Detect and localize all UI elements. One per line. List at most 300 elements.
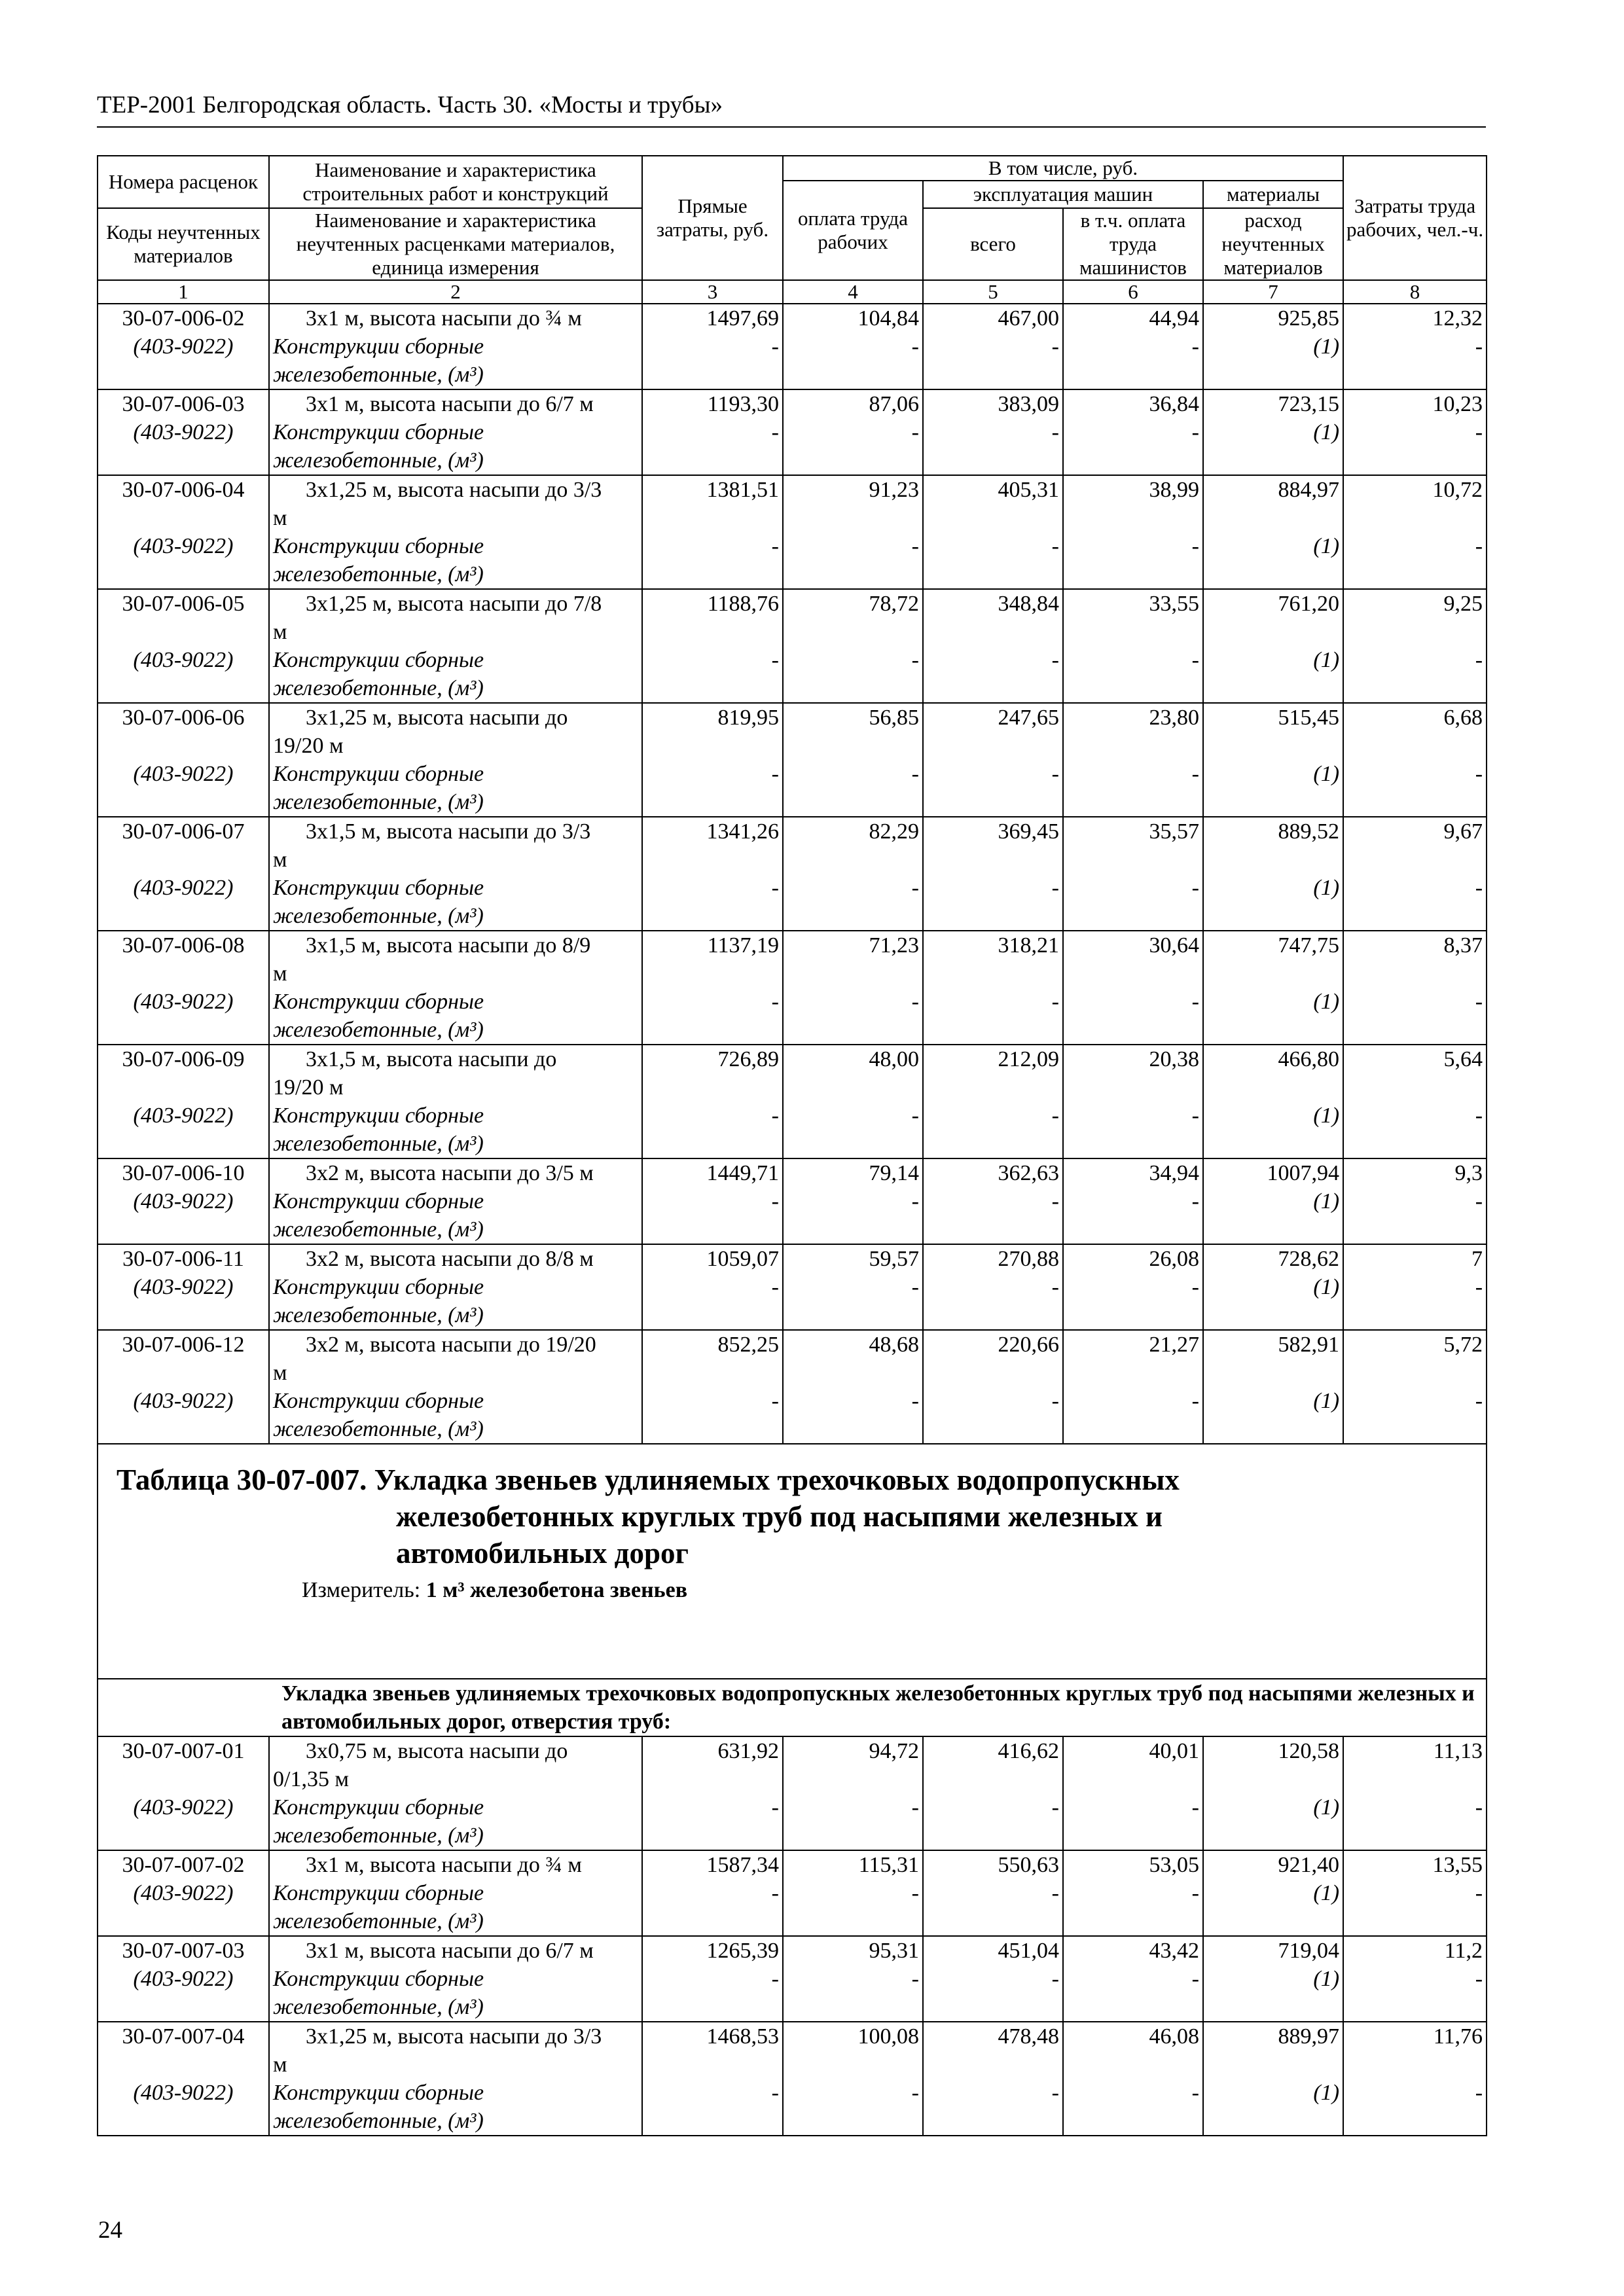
table-row <box>98 589 1487 703</box>
value: 1137,19 <box>707 933 779 958</box>
table-row <box>98 817 1487 931</box>
page-number: 24 <box>98 2217 122 2244</box>
document-title: ТЕР-2001 Белгородская область. Часть 30. «Мосты и трубы» <box>97 92 723 118</box>
dash: - <box>1051 990 1059 1014</box>
spacer <box>646 732 779 760</box>
rate-code: 30-07-006-04 <box>122 478 245 502</box>
material-qty: (1) <box>1313 534 1340 558</box>
dash: - <box>911 1881 919 1905</box>
rate-code-cell <box>98 1244 269 1330</box>
value-v7 <box>1203 703 1343 817</box>
value-v4 <box>783 389 923 475</box>
material-code: (403-9022) <box>133 534 234 558</box>
value-v6 <box>1063 389 1203 475</box>
dash: - <box>1191 334 1199 359</box>
value-v4 <box>783 817 923 931</box>
spacer <box>927 1359 1059 1387</box>
material-code: (403-9022) <box>133 762 234 786</box>
value-v8 <box>1343 1045 1487 1158</box>
value: 26,08 <box>1149 1247 1199 1271</box>
dash: - <box>1051 648 1059 672</box>
value: 91,23 <box>869 478 919 502</box>
work-name: 3х2 м, высота насыпи до 3/5 м <box>306 1161 594 1185</box>
rate-code: 30-07-006-07 <box>122 819 245 844</box>
material-name: железобетонные, (м³) <box>273 1217 484 1242</box>
dash: - <box>911 1189 919 1213</box>
rate-code-cell <box>98 2022 269 2136</box>
value: 1449,71 <box>706 1161 779 1185</box>
value: 1265,39 <box>706 1939 779 1963</box>
work-name: 3х1,5 м, высота насыпи до 3/3 <box>306 819 591 844</box>
rate-code-cell <box>98 589 269 703</box>
rate-code-cell <box>98 304 269 389</box>
spacer <box>1207 2051 1339 2079</box>
material-name: железобетонные, (м³) <box>273 790 484 814</box>
rate-code: 30-07-006-02 <box>122 306 245 331</box>
work-name: 0/1,35 м <box>273 1767 349 1791</box>
value-v4 <box>783 1850 923 1936</box>
value-v7 <box>1203 1244 1343 1330</box>
value-v8 <box>1343 1736 1487 1850</box>
table-30-07-006-rows <box>98 304 1487 1444</box>
work-name: м <box>273 620 287 644</box>
spacer <box>1207 1359 1339 1387</box>
value: 819,95 <box>717 706 779 730</box>
section-subheading: Укладка звеньев удлиняемых трехочковых водопропускных железобетонных круглых труб под насыпями железных и автомобильных дорог, отверстия труб: <box>98 1679 1487 1736</box>
rate-code: 30-07-007-03 <box>122 1939 245 1963</box>
value: 12,32 <box>1432 306 1483 331</box>
measure-value: 1 м³ железобетона звеньев <box>425 1578 688 1602</box>
dash: - <box>771 990 779 1014</box>
dash: - <box>1191 1881 1199 1905</box>
value: 36,84 <box>1149 392 1199 416</box>
material-name: железобетонные, (м³) <box>273 1823 484 1848</box>
value-v6 <box>1063 475 1203 589</box>
value: 53,05 <box>1149 1853 1199 1877</box>
table-row <box>98 304 1487 389</box>
value: 467,00 <box>998 306 1059 331</box>
value-v5 <box>923 817 1063 931</box>
material-name: Конструкции сборные <box>273 876 484 900</box>
spacer <box>1207 846 1339 874</box>
material-qty: (1) <box>1313 2081 1340 2105</box>
col-number: 4 <box>783 280 923 304</box>
rate-code: 30-07-006-10 <box>122 1161 245 1185</box>
dash: - <box>1191 1967 1199 1991</box>
work-name: 3х2 м, высота насыпи до 19/20 <box>306 1333 596 1357</box>
dash: - <box>1191 1795 1199 1820</box>
material-name: Конструкции сборные <box>273 1881 484 1905</box>
value-v3 <box>642 1936 783 2022</box>
dash: - <box>1475 1389 1483 1413</box>
spacer <box>1067 1359 1199 1387</box>
dash: - <box>1191 1189 1199 1213</box>
value: 1497,69 <box>706 306 779 331</box>
value-v4 <box>783 1736 923 1850</box>
spacer <box>927 618 1059 646</box>
material-name: Конструкции сборные <box>273 1103 484 1128</box>
spacer <box>787 1765 919 1793</box>
value: 925,85 <box>1278 306 1340 331</box>
value: 728,62 <box>1278 1247 1340 1271</box>
spacer <box>927 732 1059 760</box>
col3-header: Прямые затраты, руб. <box>642 156 783 280</box>
material-code: (403-9022) <box>133 876 234 900</box>
dash: - <box>911 1795 919 1820</box>
value-v3 <box>642 389 783 475</box>
table-row <box>98 1330 1487 1444</box>
value-v7 <box>1203 1850 1343 1936</box>
spacer <box>646 2051 779 2079</box>
value-v5 <box>923 703 1063 817</box>
dash: - <box>1051 1103 1059 1128</box>
dash: - <box>1475 648 1483 672</box>
value: 59,57 <box>869 1247 919 1271</box>
dash: - <box>771 876 779 900</box>
value-v4 <box>783 304 923 389</box>
value: 44,94 <box>1149 306 1199 331</box>
spacer <box>101 2051 265 2079</box>
work-name: м <box>273 2053 287 2077</box>
dash: - <box>771 762 779 786</box>
value-v6 <box>1063 817 1203 931</box>
work-name-cell <box>269 931 642 1045</box>
table-row <box>98 1850 1487 1936</box>
dash: - <box>771 1103 779 1128</box>
material-qty: (1) <box>1313 1967 1340 1991</box>
spacer <box>787 1073 919 1102</box>
value: 362,63 <box>998 1161 1059 1185</box>
value: 46,08 <box>1149 2024 1199 2049</box>
value: 43,42 <box>1149 1939 1199 1963</box>
value: 9,67 <box>1443 819 1483 844</box>
material-name: Конструкции сборные <box>273 2081 484 2105</box>
material-code: (403-9022) <box>133 420 234 444</box>
value-v8 <box>1343 475 1487 589</box>
spacer <box>1067 2051 1199 2079</box>
spacer <box>101 504 265 532</box>
value: 56,85 <box>869 706 919 730</box>
spacer <box>927 1765 1059 1793</box>
value: 220,66 <box>998 1333 1059 1357</box>
material-name: железобетонные, (м³) <box>273 1132 484 1156</box>
dash: - <box>911 420 919 444</box>
material-qty: (1) <box>1313 334 1340 359</box>
material-name: Конструкции сборные <box>273 420 484 444</box>
work-name: 3х1,5 м, высота насыпи до <box>306 1047 557 1071</box>
dash: - <box>1051 1189 1059 1213</box>
value-v6 <box>1063 703 1203 817</box>
material-code: (403-9022) <box>133 1275 234 1299</box>
work-name: 3х0,75 м, высота насыпи до <box>306 1739 568 1763</box>
work-name: 3х1,25 м, высота насыпи до 7/8 <box>306 592 602 616</box>
dash: - <box>1191 1103 1199 1128</box>
rate-code: 30-07-006-09 <box>122 1047 245 1071</box>
spacer <box>1347 504 1483 532</box>
spacer <box>927 846 1059 874</box>
value: 1381,51 <box>706 478 779 502</box>
value-v7 <box>1203 389 1343 475</box>
table-row <box>98 1736 1487 1850</box>
dash: - <box>1191 876 1199 900</box>
value-v3 <box>642 1850 783 1936</box>
value: 247,65 <box>998 706 1059 730</box>
spacer <box>1347 732 1483 760</box>
work-name-cell <box>269 703 642 817</box>
section-header <box>98 1444 1487 1736</box>
value-v4 <box>783 2022 923 2136</box>
work-name-cell <box>269 475 642 589</box>
dash: - <box>771 648 779 672</box>
value-v4 <box>783 1244 923 1330</box>
spacer <box>1067 1765 1199 1793</box>
rate-code: 30-07-007-02 <box>122 1853 245 1877</box>
spacer <box>1347 2051 1483 2079</box>
col8-header: Затраты труда рабочих, чел.-ч. <box>1343 156 1487 280</box>
dash: - <box>1475 990 1483 1014</box>
material-code: (403-9022) <box>133 2081 234 2105</box>
value-v5 <box>923 475 1063 589</box>
work-name: 3х1,25 м, высота насыпи до <box>306 706 568 730</box>
col-number: 1 <box>98 280 269 304</box>
value: 212,09 <box>998 1047 1059 1071</box>
spacer <box>1207 618 1339 646</box>
material-code: (403-9022) <box>133 334 234 359</box>
value: 48,68 <box>869 1333 919 1357</box>
machines-header: эксплуатация машин <box>923 181 1203 208</box>
spacer <box>787 960 919 988</box>
dash: - <box>1051 876 1059 900</box>
dash: - <box>1475 876 1483 900</box>
material-name: Конструкции сборные <box>273 1275 484 1299</box>
material-name: Конструкции сборные <box>273 648 484 672</box>
value-v6 <box>1063 1158 1203 1244</box>
value-v8 <box>1343 931 1487 1045</box>
spacer <box>1207 1073 1339 1102</box>
spacer <box>1347 846 1483 874</box>
value: 1059,07 <box>706 1247 779 1271</box>
material-qty: (1) <box>1313 876 1340 900</box>
material-name: Конструкции сборные <box>273 1967 484 1991</box>
value-v3 <box>642 1158 783 1244</box>
dash: - <box>911 534 919 558</box>
spacer <box>787 2051 919 2079</box>
value: 1587,34 <box>706 1853 779 1877</box>
material-name: железобетонные, (м³) <box>273 1995 484 2019</box>
value: 5,72 <box>1443 1333 1483 1357</box>
value: 34,94 <box>1149 1161 1199 1185</box>
work-name: 3х1 м, высота насыпи до 6/7 м <box>306 1939 594 1963</box>
value: 10,72 <box>1432 478 1483 502</box>
spacer <box>101 846 265 874</box>
work-name-cell <box>269 1158 642 1244</box>
spacer <box>1067 960 1199 988</box>
spacer <box>101 1765 265 1793</box>
value-v4 <box>783 1045 923 1158</box>
work-name: м <box>273 1361 287 1385</box>
dash: - <box>771 334 779 359</box>
spacer <box>646 960 779 988</box>
col-number: 5 <box>923 280 1063 304</box>
table-row <box>98 1045 1487 1158</box>
dash: - <box>1475 534 1483 558</box>
value: 94,72 <box>869 1739 919 1763</box>
value: 747,75 <box>1278 933 1340 958</box>
value-v8 <box>1343 1244 1487 1330</box>
table-row <box>98 475 1487 589</box>
value: 550,63 <box>998 1853 1059 1877</box>
dash: - <box>1475 334 1483 359</box>
spacer <box>1207 1765 1339 1793</box>
material-name: Конструкции сборные <box>273 990 484 1014</box>
spacer <box>1067 504 1199 532</box>
spacer <box>927 504 1059 532</box>
dash: - <box>771 1881 779 1905</box>
dash: - <box>771 1389 779 1413</box>
value-v5 <box>923 389 1063 475</box>
dash: - <box>1191 990 1199 1014</box>
value-v7 <box>1203 1330 1343 1444</box>
value: 38,99 <box>1149 478 1199 502</box>
value: 270,88 <box>998 1247 1059 1271</box>
spacer <box>1347 1765 1483 1793</box>
dash: - <box>1051 334 1059 359</box>
value-v7 <box>1203 1045 1343 1158</box>
value-v6 <box>1063 2022 1203 2136</box>
value-v3 <box>642 703 783 817</box>
work-name: 3х2 м, высота насыпи до 8/8 м <box>306 1247 594 1271</box>
dash: - <box>771 2081 779 2105</box>
value-v5 <box>923 1045 1063 1158</box>
col-number: 8 <box>1343 280 1487 304</box>
value-v8 <box>1343 389 1487 475</box>
spacer <box>787 618 919 646</box>
value-v6 <box>1063 589 1203 703</box>
value-v6 <box>1063 1850 1203 1936</box>
dash: - <box>1191 534 1199 558</box>
spacer <box>787 732 919 760</box>
value: 5,64 <box>1443 1047 1483 1071</box>
dash: - <box>1475 762 1483 786</box>
material-code: (403-9022) <box>133 1389 234 1413</box>
dash: - <box>911 876 919 900</box>
dash: - <box>1475 1795 1483 1820</box>
measure-line: Измеритель: 1 м³ железобетона звеньев <box>302 1578 688 1602</box>
work-name: 3х1,25 м, высота насыпи до 3/3 <box>306 2024 602 2049</box>
value-v3 <box>642 1736 783 1850</box>
col2-top-header: Наименование и характеристика строительных работ и конструкций <box>269 156 642 208</box>
value-v7 <box>1203 1936 1343 2022</box>
material-name: Конструкции сборные <box>273 1189 484 1213</box>
value-v7 <box>1203 475 1343 589</box>
material-name: Конструкции сборные <box>273 1795 484 1820</box>
value-v3 <box>642 304 783 389</box>
rate-code: 30-07-006-06 <box>122 706 245 730</box>
dash: - <box>771 420 779 444</box>
rate-code: 30-07-006-08 <box>122 933 245 958</box>
work-name-cell <box>269 1736 642 1850</box>
value-v6 <box>1063 1330 1203 1444</box>
col-number: 3 <box>642 280 783 304</box>
dash: - <box>911 1103 919 1128</box>
value: 71,23 <box>869 933 919 958</box>
value: 921,40 <box>1278 1853 1340 1877</box>
dash: - <box>771 1795 779 1820</box>
rate-code-cell <box>98 1330 269 1444</box>
value: 582,91 <box>1278 1333 1340 1357</box>
value-v5 <box>923 1936 1063 2022</box>
value: 95,31 <box>869 1939 919 1963</box>
spacer <box>646 1359 779 1387</box>
value-v6 <box>1063 1936 1203 2022</box>
col2-bottom-header: Наименование и характеристика неучтенных расценками материалов, единица измерения <box>269 208 642 280</box>
dash: - <box>1051 1795 1059 1820</box>
work-name-cell <box>269 2022 642 2136</box>
dash: - <box>911 2081 919 2105</box>
work-name: 19/20 м <box>273 734 344 758</box>
col1-top-header: Номера расценок <box>98 156 269 208</box>
value-v5 <box>923 304 1063 389</box>
table-row <box>98 931 1487 1045</box>
value-v8 <box>1343 703 1487 817</box>
value: 11,2 <box>1444 1939 1483 1963</box>
rates-table <box>97 155 1487 2136</box>
dash: - <box>771 1275 779 1299</box>
value: 1188,76 <box>707 592 779 616</box>
value-v5 <box>923 1330 1063 1444</box>
work-name-cell <box>269 389 642 475</box>
dash: - <box>1475 1967 1483 1991</box>
value-v7 <box>1203 1158 1343 1244</box>
work-name-cell <box>269 1850 642 1936</box>
value-v4 <box>783 1936 923 2022</box>
spacer <box>787 846 919 874</box>
material-qty: (1) <box>1313 420 1340 444</box>
value-v6 <box>1063 931 1203 1045</box>
material-qty: (1) <box>1313 1103 1340 1128</box>
value: 318,21 <box>998 933 1059 958</box>
material-name: Конструкции сборные <box>273 1389 484 1413</box>
material-qty: (1) <box>1313 1389 1340 1413</box>
value: 852,25 <box>717 1333 779 1357</box>
value: 11,76 <box>1433 2024 1483 2049</box>
value-v3 <box>642 589 783 703</box>
value: 451,04 <box>998 1939 1059 1963</box>
spacer <box>927 2051 1059 2079</box>
spacer <box>101 1359 265 1387</box>
value: 35,57 <box>1149 819 1199 844</box>
value: 21,27 <box>1149 1333 1199 1357</box>
table-row <box>98 1158 1487 1244</box>
material-qty: (1) <box>1313 1881 1340 1905</box>
value-v5 <box>923 1736 1063 1850</box>
value: 383,09 <box>998 392 1059 416</box>
dash: - <box>911 1967 919 1991</box>
rate-code-cell <box>98 1850 269 1936</box>
value-v5 <box>923 589 1063 703</box>
value-v3 <box>642 931 783 1045</box>
value: 23,80 <box>1149 706 1199 730</box>
spacer <box>1207 732 1339 760</box>
rate-code: 30-07-006-12 <box>122 1333 245 1357</box>
value-v5 <box>923 1244 1063 1330</box>
rate-code: 30-07-006-11 <box>122 1247 244 1271</box>
work-name-cell <box>269 1045 642 1158</box>
dash: - <box>1051 2081 1059 2105</box>
value: 1007,94 <box>1267 1161 1340 1185</box>
rate-code: 30-07-006-05 <box>122 592 245 616</box>
rate-code-cell <box>98 475 269 589</box>
